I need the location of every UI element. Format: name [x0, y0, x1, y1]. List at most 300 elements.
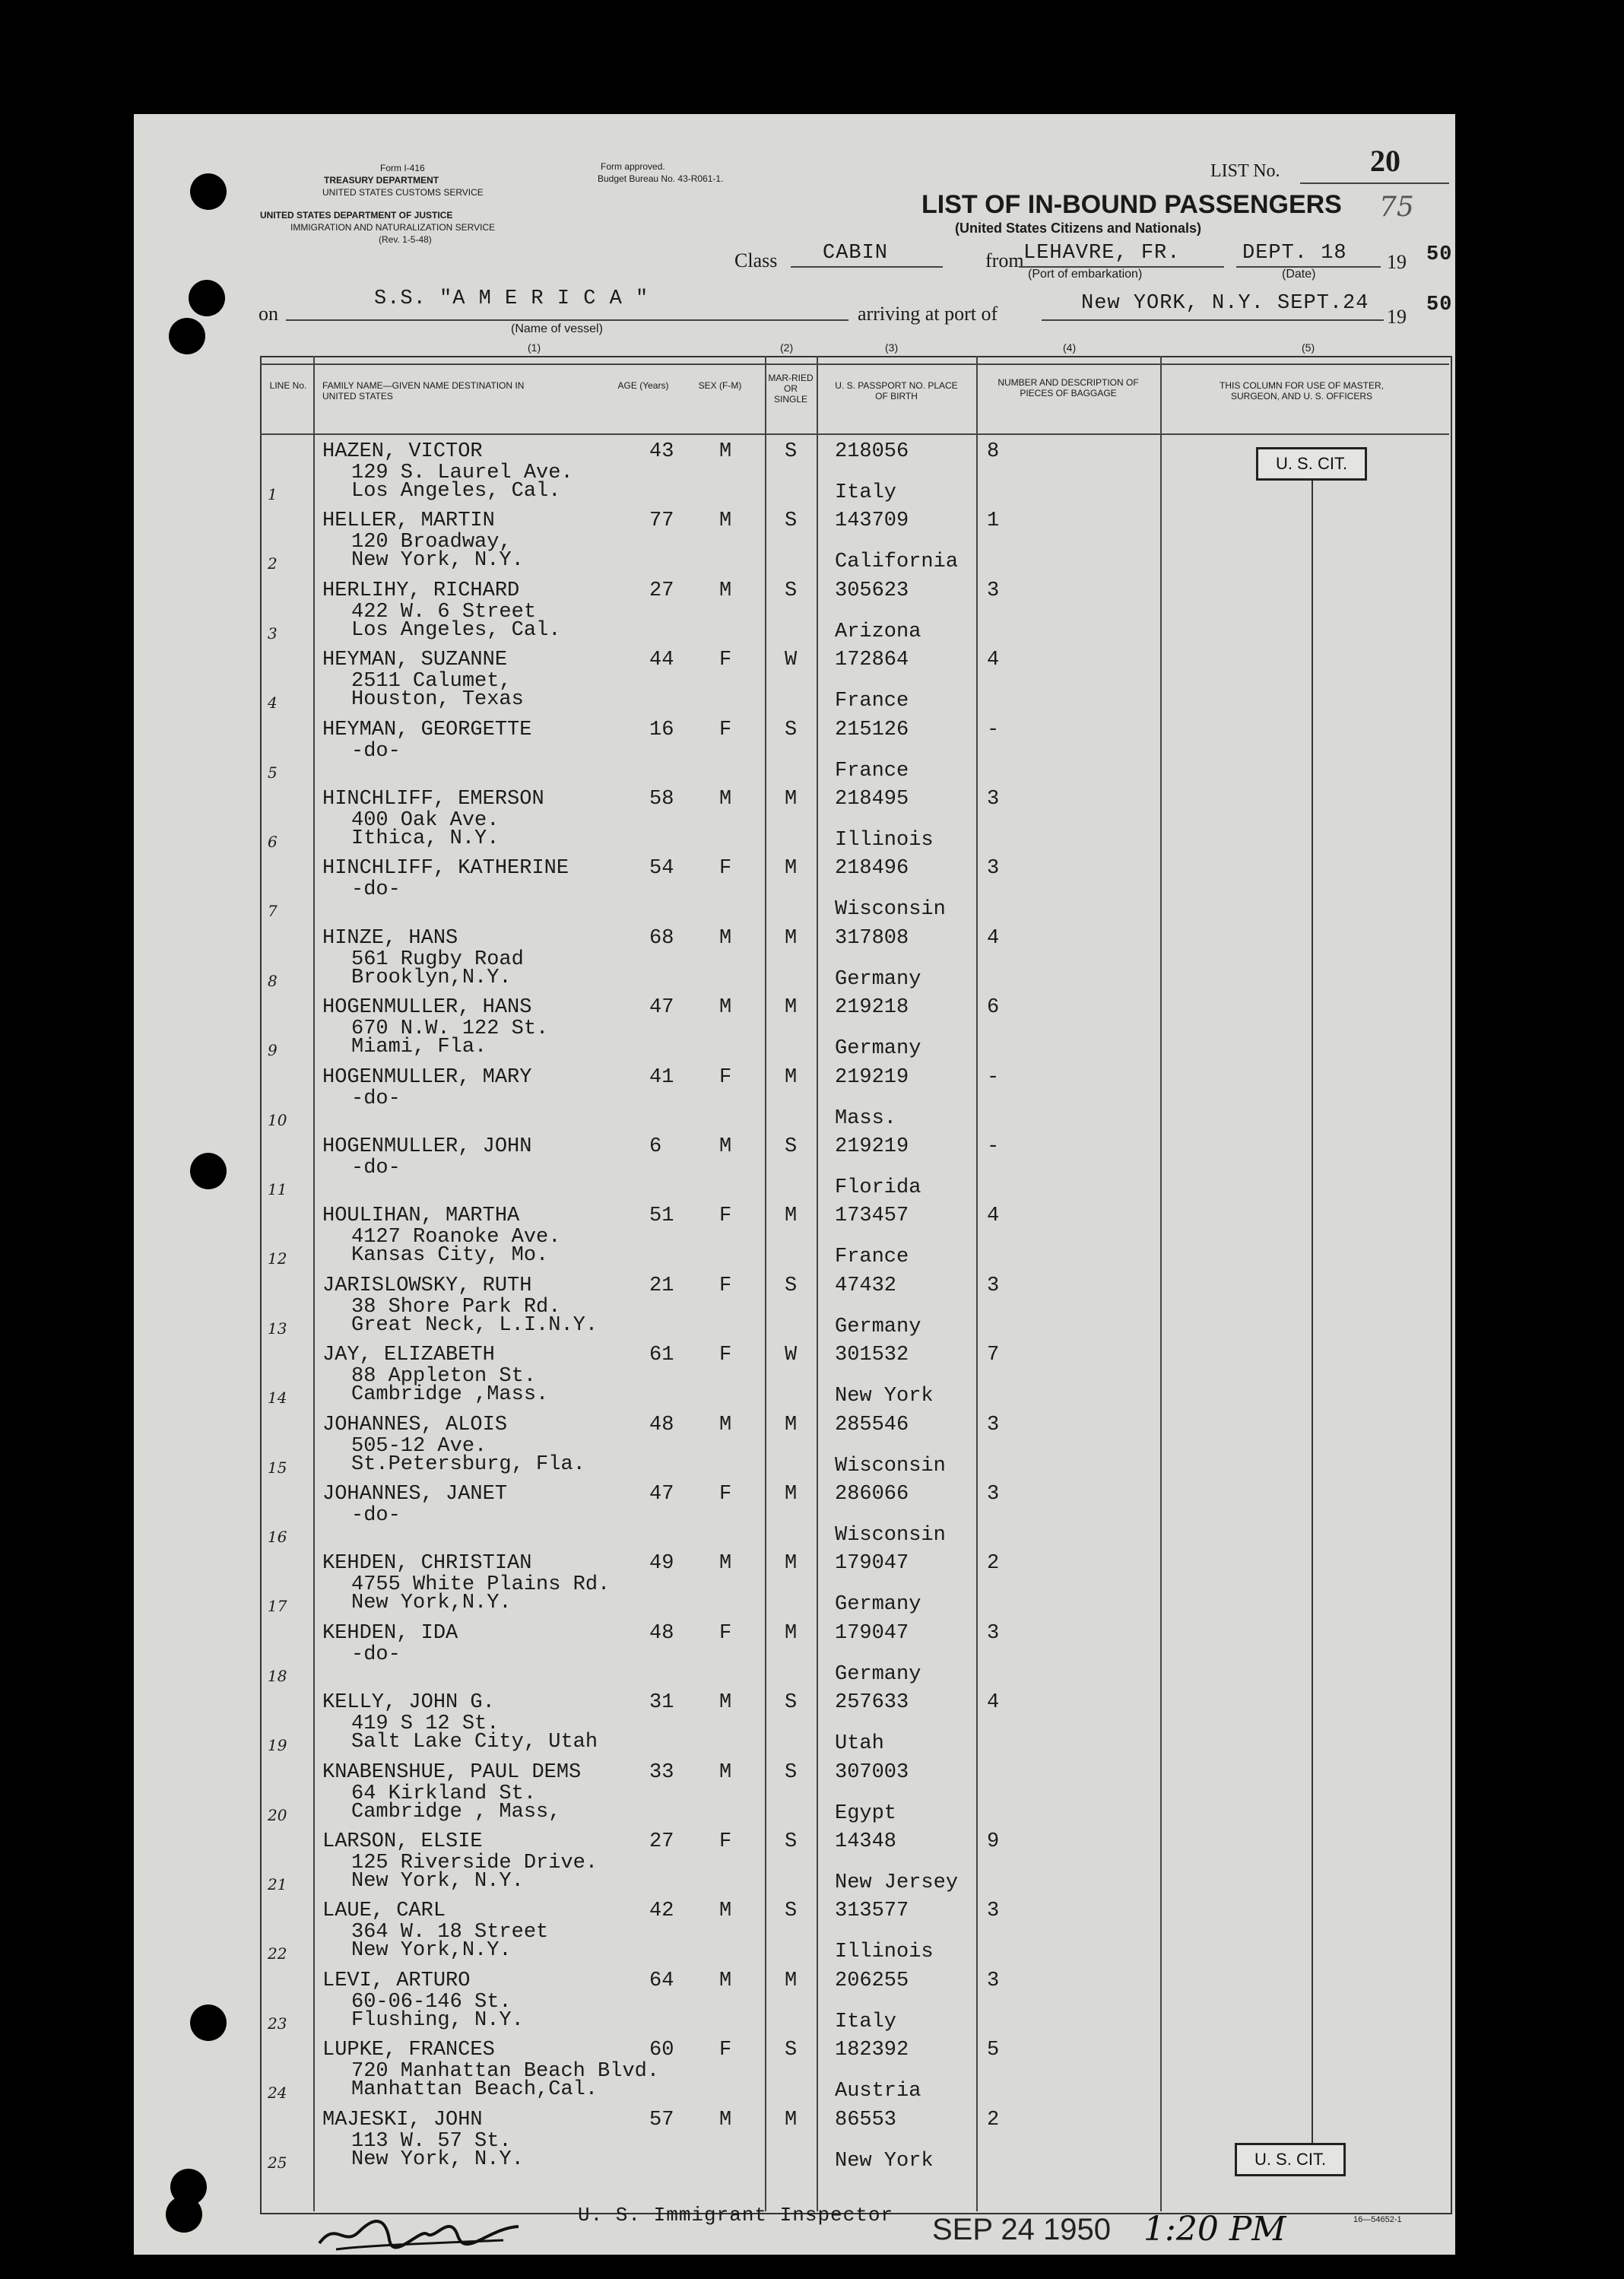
address-line-1: 129 S. Laurel Ave.: [351, 462, 573, 484]
address-line-1: -do-: [351, 740, 401, 763]
passenger-name: LAUE, CARL: [322, 1900, 446, 1922]
address-line-2: New York,N.Y.: [351, 1939, 512, 1962]
passenger-name: HOGENMULLER, MARY: [322, 1066, 532, 1089]
passenger-name: KEHDEN, IDA: [322, 1622, 458, 1645]
line-number: 9: [268, 1041, 278, 1059]
line-number: 21: [268, 1875, 287, 1893]
marital-status: M: [785, 927, 798, 950]
birthplace: Wisconsin: [835, 1524, 946, 1547]
birthplace: Italy: [835, 2011, 897, 2033]
sex-value: F: [719, 1830, 732, 1853]
on-label: on: [259, 303, 278, 325]
baggage-count: 9: [987, 1830, 1000, 1853]
passport-number: 143709: [835, 509, 909, 532]
passport-number: 307003: [835, 1761, 909, 1784]
table-row: [260, 1896, 1449, 1966]
address-line-2: New York,N.Y.: [351, 1592, 512, 1614]
passport-number: 86553: [835, 2109, 897, 2131]
age-value: 41: [649, 1066, 674, 1089]
form-approved: Form approved.: [601, 161, 665, 172]
header-name: FAMILY NAME—GIVEN NAME DESTINATION IN UNITED STATES: [322, 380, 525, 402]
age-value: 58: [649, 788, 674, 811]
marital-status: M: [785, 1622, 798, 1645]
passport-number: 173457: [835, 1205, 909, 1227]
marital-status: S: [785, 440, 798, 463]
address-line-1: 60-06-146 St.: [351, 1991, 512, 2014]
age-value: 47: [649, 1483, 674, 1506]
passport-number: 172864: [835, 649, 909, 671]
marital-status: S: [785, 2039, 798, 2062]
age-value: 6: [649, 1135, 662, 1158]
marital-status: M: [785, 857, 798, 880]
ins-service: IMMIGRATION AND NATURALIZATION SERVICE: [290, 222, 496, 233]
marital-status: M: [785, 1970, 798, 1992]
address-line-1: 720 Manhattan Beach Blvd.: [351, 2060, 660, 2083]
address-line-2: New York, N.Y.: [351, 1870, 524, 1893]
age-value: 43: [649, 440, 674, 463]
marital-status: M: [785, 1483, 798, 1506]
header-passport: U. S. PASSPORT NO. PLACE OF BIRTH: [835, 380, 958, 402]
table-row: [260, 715, 1449, 785]
birthplace: New York: [835, 2150, 934, 2173]
arrival-underline: [1042, 319, 1384, 321]
punch-hole: [190, 173, 227, 210]
passenger-name: HINCHLIFF, EMERSON: [322, 788, 544, 811]
marital-status: S: [785, 1274, 798, 1297]
list-number-handwritten: 75: [1379, 192, 1414, 223]
baggage-count: -: [987, 1066, 1000, 1089]
passenger-name: HOGENMULLER, HANS: [322, 996, 532, 1019]
age-value: 21: [649, 1274, 674, 1297]
age-value: 27: [649, 1830, 674, 1853]
passport-number: 219218: [835, 996, 909, 1019]
passport-number: 313577: [835, 1900, 909, 1922]
passport-number: 218056: [835, 440, 909, 463]
birthplace: Austria: [835, 2080, 921, 2103]
marital-status: S: [785, 1830, 798, 1853]
line-number: 3: [268, 624, 278, 643]
sex-value: M: [719, 440, 732, 463]
header-age: AGE (Years): [617, 380, 669, 391]
line-number: 15: [268, 1458, 287, 1477]
baggage-count: 3: [987, 579, 1000, 602]
from-value: LEHAVRE, FR.: [1023, 242, 1181, 265]
address-line-2: Great Neck, L.I.N.Y.: [351, 1314, 598, 1337]
age-value: 68: [649, 927, 674, 950]
justice-department: UNITED STATES DEPARTMENT OF JUSTICE: [260, 210, 453, 221]
address-line-2: Brooklyn,N.Y.: [351, 967, 512, 989]
address-line-1: -do-: [351, 1643, 401, 1666]
header-married: MAR-RIED OR SINGLE: [768, 373, 814, 405]
table-row: [260, 576, 1449, 646]
age-value: 60: [649, 2039, 674, 2062]
line-number: 1: [268, 485, 278, 503]
address-line-1: 419 S 12 St.: [351, 1712, 500, 1735]
birthplace: Italy: [835, 481, 897, 504]
baggage-count: 3: [987, 1483, 1000, 1506]
form-code: 16—54652-1: [1353, 2215, 1402, 2224]
passenger-name: LUPKE, FRANCES: [322, 2039, 495, 2062]
punch-hole: [170, 2169, 207, 2205]
table-row: [260, 1340, 1449, 1410]
marital-status: M: [785, 1414, 798, 1436]
citizen-stamp-bottom: U. S. CIT.: [1235, 2143, 1346, 2176]
punch-hole: [169, 318, 205, 354]
line-number: 17: [268, 1597, 287, 1615]
age-value: 27: [649, 579, 674, 602]
vessel-underline: [286, 319, 848, 321]
header-baggage: NUMBER AND DESCRIPTION OF PIECES OF BAGGAGE: [998, 377, 1139, 398]
line-number: 13: [268, 1319, 287, 1338]
passport-number: 179047: [835, 1552, 909, 1575]
baggage-count: 3: [987, 1622, 1000, 1645]
sex-value: F: [719, 1344, 732, 1366]
passport-number: 218496: [835, 857, 909, 880]
address-line-1: 64 Kirkland St.: [351, 1782, 537, 1805]
sex-value: M: [719, 1761, 732, 1784]
marital-status: S: [785, 1900, 798, 1922]
sex-value: M: [719, 1414, 732, 1436]
address-line-2: Los Angeles, Cal.: [351, 619, 561, 642]
address-line-2: Cambridge ,Mass.: [351, 1383, 549, 1406]
marital-status: S: [785, 1691, 798, 1714]
table-row: [260, 2035, 1449, 2105]
birthplace: Illinois: [835, 829, 934, 852]
birthplace: Arizona: [835, 621, 921, 643]
passport-number: 206255: [835, 1970, 909, 1992]
document-subtitle: (United States Citizens and Nationals): [955, 221, 1202, 236]
address-line-1: 561 Rugby Road: [351, 948, 524, 971]
age-value: 16: [649, 719, 674, 741]
arrival-year-prefix: 19: [1387, 306, 1407, 328]
address-line-1: -do-: [351, 878, 401, 901]
sex-value: F: [719, 1483, 732, 1506]
address-line-1: 38 Shore Park Rd.: [351, 1296, 561, 1319]
passenger-name: HINCHLIFF, KATHERINE: [322, 857, 569, 880]
birthplace: New York: [835, 1385, 934, 1408]
marital-status: M: [785, 996, 798, 1019]
baggage-count: 2: [987, 2109, 1000, 2131]
arrival-time: 1:20 PM: [1143, 2210, 1286, 2249]
baggage-count: 3: [987, 1900, 1000, 1922]
marital-status: M: [785, 1066, 798, 1089]
passenger-name: JARISLOWSKY, RUTH: [322, 1274, 532, 1297]
line-number: 25: [268, 2154, 287, 2172]
sex-value: F: [719, 719, 732, 741]
address-line-2: New York, N.Y.: [351, 549, 524, 572]
sex-value: M: [719, 996, 732, 1019]
passenger-name: HAZEN, VICTOR: [322, 440, 483, 463]
baggage-count: 4: [987, 649, 1000, 671]
table-row: [260, 853, 1449, 923]
address-line-2: Los Angeles, Cal.: [351, 480, 561, 503]
header-officers: THIS COLUMN FOR USE OF MASTER, SURGEON, AND U. S. OFFICERS: [1220, 380, 1385, 402]
passport-number: 219219: [835, 1135, 909, 1158]
birthplace: Utah: [835, 1732, 884, 1755]
line-number: 10: [268, 1111, 287, 1129]
table-row: [260, 1757, 1449, 1827]
column-number: (2): [780, 341, 794, 354]
header-divider: [260, 363, 1449, 365]
age-value: 77: [649, 509, 674, 532]
punch-hole: [190, 1153, 227, 1189]
column-number: (1): [528, 341, 541, 354]
header-line-no: LINE No.: [269, 380, 307, 391]
birthplace: Germany: [835, 1663, 921, 1686]
class-value: CABIN: [823, 242, 889, 265]
baggage-count: 7: [987, 1344, 1000, 1366]
sex-value: F: [719, 857, 732, 880]
inspector-label: U. S. Immigrant Inspector: [578, 2204, 894, 2227]
passport-number: 179047: [835, 1622, 909, 1645]
line-number: 16: [268, 1528, 287, 1546]
birthplace: Egypt: [835, 1802, 897, 1825]
age-value: 33: [649, 1761, 674, 1784]
line-number: 6: [268, 833, 278, 851]
passenger-name: KELLY, JOHN G.: [322, 1691, 495, 1714]
baggage-count: 4: [987, 927, 1000, 950]
address-line-1: -do-: [351, 1087, 401, 1110]
address-line-2: Flushing, N.Y.: [351, 2009, 524, 2032]
passport-number: 215126: [835, 719, 909, 741]
table-row: [260, 1618, 1449, 1688]
birthplace: Wisconsin: [835, 1455, 946, 1478]
passport-number: 14348: [835, 1830, 897, 1853]
passport-number: 305623: [835, 579, 909, 602]
birthplace: Illinois: [835, 1941, 934, 1963]
sex-value: M: [719, 1970, 732, 1992]
table-row: [260, 645, 1449, 715]
revision-date: (Rev. 1-5-48): [379, 234, 432, 245]
marital-status: M: [785, 1552, 798, 1575]
passport-number: 285546: [835, 1414, 909, 1436]
marital-status: S: [785, 579, 798, 602]
class-underline: [791, 266, 943, 268]
sex-value: M: [719, 1900, 732, 1922]
marital-status: S: [785, 1761, 798, 1784]
address-line-1: 4755 White Plains Rd.: [351, 1573, 611, 1596]
sex-value: F: [719, 649, 732, 671]
address-line-1: 88 Appleton St.: [351, 1365, 537, 1388]
punch-hole: [190, 2004, 227, 2041]
passport-number: 257633: [835, 1691, 909, 1714]
line-number: 4: [268, 694, 278, 712]
sex-value: M: [719, 927, 732, 950]
passenger-name: MAJESKI, JOHN: [322, 2109, 483, 2131]
sex-value: F: [719, 1205, 732, 1227]
baggage-count: 1: [987, 509, 1000, 532]
age-value: 51: [649, 1205, 674, 1227]
age-value: 54: [649, 857, 674, 880]
address-line-1: 4127 Roanoke Ave.: [351, 1226, 561, 1249]
baggage-count: 6: [987, 996, 1000, 1019]
passenger-name: HINZE, HANS: [322, 927, 458, 950]
address-line-2: Salt Lake City, Utah: [351, 1731, 598, 1754]
age-value: 47: [649, 996, 674, 1019]
address-line-1: -do-: [351, 1504, 401, 1527]
address-line-1: 120 Broadway,: [351, 531, 512, 554]
birthplace: Germany: [835, 1316, 921, 1338]
age-value: 48: [649, 1414, 674, 1436]
passenger-name: HELLER, MARTIN: [322, 509, 495, 532]
sex-value: F: [719, 1622, 732, 1645]
line-number: 5: [268, 763, 278, 782]
baggage-count: 4: [987, 1691, 1000, 1714]
address-line-2: Ithica, N.Y.: [351, 827, 500, 850]
treasury-department: TREASURY DEPARTMENT: [324, 175, 439, 186]
baggage-count: -: [987, 1135, 1000, 1158]
from-label: from: [985, 249, 1024, 271]
inspector-signature: [313, 2205, 526, 2258]
passport-number: 47432: [835, 1274, 897, 1297]
passenger-name: JOHANNES, JANET: [322, 1483, 508, 1506]
passport-number: 182392: [835, 2039, 909, 2062]
header-divider: [260, 433, 1449, 435]
baggage-count: -: [987, 719, 1000, 741]
table-row: [260, 1479, 1449, 1549]
birthplace: Germany: [835, 968, 921, 991]
sex-value: M: [719, 2109, 732, 2131]
line-number: 12: [268, 1249, 287, 1268]
birthplace: France: [835, 760, 909, 782]
passenger-name: KNABENSHUE, PAUL DEMS: [322, 1761, 582, 1784]
birthplace: France: [835, 690, 909, 713]
address-line-2: Houston, Texas: [351, 688, 524, 711]
age-value: 44: [649, 649, 674, 671]
sex-value: M: [719, 788, 732, 811]
baggage-count: 4: [987, 1205, 1000, 1227]
port-caption: (Port of embarkation): [1028, 268, 1143, 281]
table-row: [260, 1827, 1449, 1897]
age-value: 61: [649, 1344, 674, 1366]
address-line-2: Manhattan Beach,Cal.: [351, 2078, 598, 2101]
baggage-count: 5: [987, 2039, 1000, 2062]
year-value: 50: [1426, 243, 1453, 266]
marital-status: W: [785, 649, 798, 671]
column-number: (3): [885, 341, 899, 354]
arriving-label: arriving at port of: [858, 303, 998, 325]
baggage-count: 3: [987, 1274, 1000, 1297]
year-prefix: 19: [1387, 251, 1407, 273]
passport-number: 218495: [835, 788, 909, 811]
arrival-year: 50: [1426, 294, 1453, 316]
address-line-1: 125 Riverside Drive.: [351, 1852, 598, 1874]
passenger-name: JOHANNES, ALOIS: [322, 1414, 508, 1436]
birthplace: Florida: [835, 1176, 921, 1199]
address-line-1: 364 W. 18 Street: [351, 1921, 549, 1944]
header-sex: SEX (F-M): [698, 380, 742, 391]
age-value: 64: [649, 1970, 674, 1992]
birthplace: California: [835, 551, 959, 573]
marital-status: M: [785, 1205, 798, 1227]
vessel-caption: (Name of vessel): [511, 322, 603, 335]
address-line-1: 400 Oak Ave.: [351, 809, 500, 832]
marital-status: M: [785, 2109, 798, 2131]
vessel-name: S.S. "A M E R I C A ": [374, 287, 649, 310]
age-value: 57: [649, 2109, 674, 2131]
line-number: 7: [268, 902, 278, 920]
birthplace: Wisconsin: [835, 898, 946, 921]
table-row: [260, 506, 1449, 576]
sex-value: M: [719, 1691, 732, 1714]
baggage-count: 3: [987, 857, 1000, 880]
table-row: [260, 923, 1449, 993]
sex-value: F: [719, 2039, 732, 2062]
marital-status: S: [785, 1135, 798, 1158]
passenger-name: HERLIHY, RICHARD: [322, 579, 520, 602]
punch-hole: [189, 280, 225, 316]
table-row: [260, 1410, 1449, 1480]
birthplace: Germany: [835, 1593, 921, 1616]
passport-number: 317808: [835, 927, 909, 950]
sex-value: M: [719, 1135, 732, 1158]
address-line-1: 505-12 Ave.: [351, 1435, 487, 1458]
age-value: 48: [649, 1622, 674, 1645]
passenger-name: LARSON, ELSIE: [322, 1830, 483, 1853]
date-value: DEPT. 18: [1242, 242, 1347, 265]
passenger-name: HOGENMULLER, JOHN: [322, 1135, 532, 1158]
table-row: [260, 1271, 1449, 1341]
address-line-1: 113 W. 57 St.: [351, 2130, 512, 2153]
line-number: 20: [268, 1806, 287, 1824]
baggage-count: 8: [987, 440, 1000, 463]
column-number: (5): [1302, 341, 1315, 354]
sex-value: F: [719, 1066, 732, 1089]
baggage-count: 3: [987, 788, 1000, 811]
line-number: 8: [268, 972, 278, 990]
address-line-2: Kansas City, Mo.: [351, 1244, 549, 1267]
table-row: [260, 1966, 1449, 2036]
birthplace: New Jersey: [835, 1871, 959, 1894]
baggage-count: 3: [987, 1414, 1000, 1436]
citizen-stamp-top: U. S. CIT.: [1256, 447, 1367, 481]
marital-status: M: [785, 788, 798, 811]
passport-number: 219219: [835, 1066, 909, 1089]
passenger-name: HOULIHAN, MARTHA: [322, 1205, 520, 1227]
passport-number: 286066: [835, 1483, 909, 1506]
table-row: [260, 784, 1449, 854]
line-number: 14: [268, 1389, 287, 1407]
passport-number: 301532: [835, 1344, 909, 1366]
arrival-port: New YORK, N.Y. SEPT.24: [1081, 292, 1369, 315]
table-row: [260, 1548, 1449, 1618]
sex-value: M: [719, 1552, 732, 1575]
address-line-2: St.Petersburg, Fla.: [351, 1453, 585, 1476]
customs-service: UNITED STATES CUSTOMS SERVICE: [322, 187, 484, 198]
table-row: [260, 992, 1449, 1062]
address-line-1: 2511 Calumet,: [351, 670, 512, 693]
line-number: 24: [268, 2084, 287, 2102]
line-number: 11: [268, 1180, 287, 1198]
address-line-2: Miami, Fla.: [351, 1036, 487, 1059]
age-value: 42: [649, 1900, 674, 1922]
date-caption: (Date): [1282, 268, 1316, 281]
baggage-count: 3: [987, 1970, 1000, 1992]
marital-status: S: [785, 719, 798, 741]
address-line-2: New York, N.Y.: [351, 2148, 524, 2171]
arrival-stamp-date: SEP 24 1950: [932, 2213, 1112, 2246]
line-number: 2: [268, 554, 278, 573]
sex-value: M: [719, 579, 732, 602]
sex-value: F: [719, 1274, 732, 1297]
budget-bureau: Budget Bureau No. 43-R061-1.: [598, 173, 724, 184]
address-line-1: 422 W. 6 Street: [351, 601, 537, 624]
class-label: Class: [734, 249, 778, 271]
table-row: [260, 1687, 1449, 1757]
line-number: 23: [268, 2014, 287, 2033]
table-row: [260, 1201, 1449, 1271]
marital-status: S: [785, 509, 798, 532]
